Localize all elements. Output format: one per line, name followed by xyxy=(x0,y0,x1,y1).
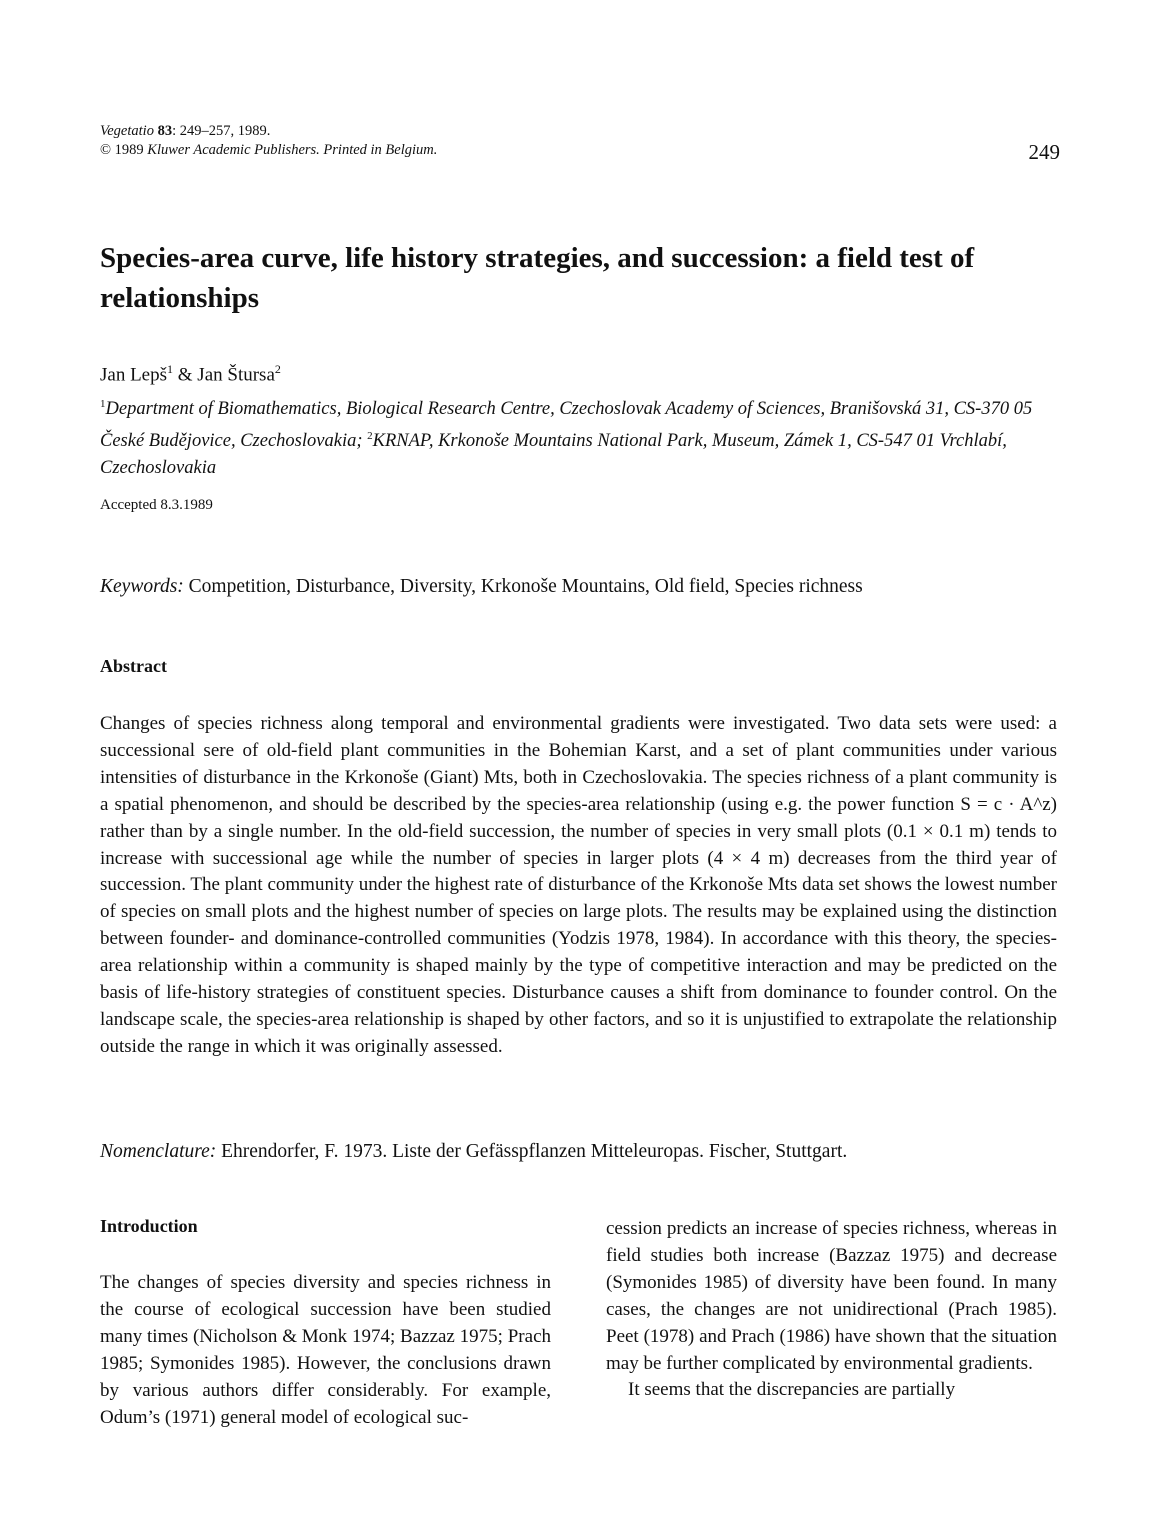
article-title: Species-area curve, life history strategies, and succession: a field test of relationships xyxy=(100,242,975,314)
page-number: 249 xyxy=(1028,140,1060,164)
nomenclature-text: Ehrendorfer, F. 1973. Liste der Gefässpflanzen Mitteleuropas. Fischer, Stuttgart. xyxy=(221,1141,848,1162)
affiliations xyxy=(100,391,1060,482)
keywords-text: Competition, Disturbance, Diversity, Krkonoše Mountains, Old field, Species richness xyxy=(188,576,863,597)
introduction-column-1: The changes of species diversity and species richness in the course of ecological succession have been studied many times (Nicholson & Monk 1974; Bazzaz 1975; Prach 1985; Symonides 1985). However, the conclusions drawn by various authors differ considerably. For example, Odum’s (1971) general model of ecological suc- xyxy=(100,1272,551,1428)
journal-name: Vegetatio xyxy=(100,123,154,139)
journal-citation xyxy=(100,122,437,160)
keywords xyxy=(100,576,863,598)
publisher-line: Kluwer Academic Publishers. Printed in Belgium. xyxy=(147,142,438,158)
journal-pages-year: : 249–257, 1989. xyxy=(172,123,271,139)
journal-line-2 xyxy=(100,141,437,160)
keywords-label: Keywords: xyxy=(100,576,184,597)
copyright-symbol: © xyxy=(100,142,112,158)
affil-mark-2: 2 xyxy=(367,430,373,443)
nomenclature xyxy=(100,1141,847,1163)
copyright-year: 1989 xyxy=(114,142,144,158)
intro-paragraph-continued: cession predicts an increase of species richness, whereas in field studies both increase (Bazzaz 1975) and decrease (Symonides 1985) of diversity have been found. In many cases, the changes are not unidirectional (Prach 1985). Peet (1978) and Prach (1986) have shown that the situation may be further complicated by environmental gradients. xyxy=(606,1218,1057,1374)
affil-text-1: Department of Biomathematics, Biological Research Centre, Czechoslovak Academy of Sciences, Branišovská 31, CS-370 05 České Budějovice, Czechoslovakia; xyxy=(100,399,1033,452)
author-separator: & xyxy=(173,364,198,386)
abstract-heading: Abstract xyxy=(100,656,167,676)
abstract-text: Changes of species richness along temporal and environmental gradients were investigated. Two data sets were used: a successional sere of old-field plant communities in the Bohemian Karst, and a set of plant communities under various intensities of disturbance in the Krkonoše (Giant) Mts, both in Czechoslovakia. The species richness of a plant community is a spatial phenomenon, and should be described by the species-area relationship (using e.g. the power function S = c · A^z) rather than by a single number. In the old-field succession, the number of species in very small plots (0.1 × 0.1 m) tends to increase with successional age while the number of species in larger plots (4 × 4 m) decreases from the third year of succession. The plant community under the highest rate of disturbance of the Krkonoše Mts data set shows the lowest number of species on small plots and the highest number of species on large plots. The results may be explained using the distinction between founder- and dominance-controlled communities (Yodzis 1978, 1984). In accordance with this theory, the species-area relationship within a community is shaped mainly by the type of competitive interaction and may be predicted on the basis of life-history strategies of constituent species. Disturbance causes a shift from dominance to founder control. On the landscape scale, the species-area relationship is shaped by other factors, and so it is unjustified to extrapolate the relationship outside the range in which it was originally assessed. xyxy=(100,713,1057,1057)
author-list xyxy=(100,362,281,386)
intro-paragraph-2: It seems that the discrepancies are partially xyxy=(628,1379,956,1401)
journal-volume: 83 xyxy=(157,123,173,139)
affil-mark-1: 1 xyxy=(100,398,106,410)
introduction-column-2 xyxy=(606,1216,1057,1404)
author-1-mark: 1 xyxy=(167,362,174,376)
author-1: Jan Lepš xyxy=(100,364,168,386)
introduction-heading: Introduction xyxy=(100,1216,198,1236)
journal-line-1 xyxy=(100,122,437,141)
nomenclature-label: Nomenclature: xyxy=(100,1141,217,1162)
author-2: Jan Štursa xyxy=(197,364,275,386)
accepted-date: Accepted 8.3.1989 xyxy=(100,497,213,513)
affil-text-2: KRNAP, Krkonoše Mountains National Park, Museum, Zámek 1, CS-547 01 Vrchlabí, Czechoslovakia xyxy=(100,431,1007,479)
author-2-mark: 2 xyxy=(274,362,281,376)
